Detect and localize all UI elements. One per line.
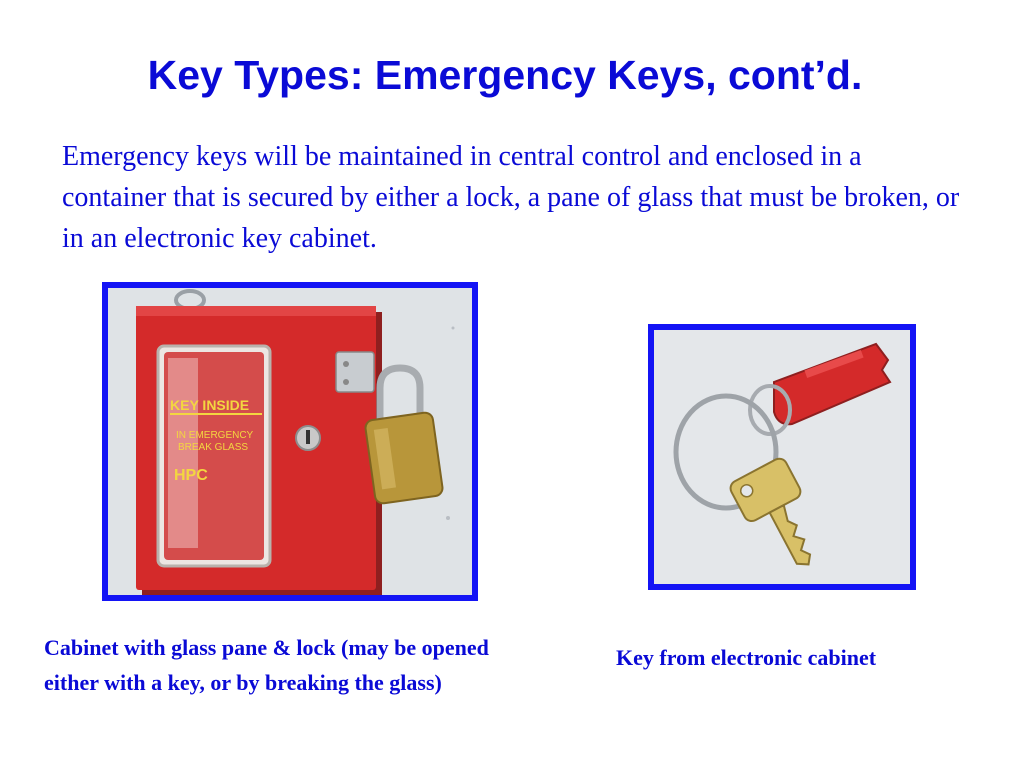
sign-brand-logo: HPC	[174, 467, 208, 484]
sign-key-inside: KEY INSIDE	[170, 397, 250, 413]
sign-in-emergency: IN EMERGENCY	[176, 430, 254, 441]
photo-key-cabinet	[102, 282, 478, 601]
caption-electronic-key: Key from electronic cabinet	[616, 645, 877, 670]
key-cabinet-image	[108, 288, 472, 595]
caption-key-cabinet: Cabinet with glass pane & lock (may be opened either with a key, or by breaking the glass)	[44, 635, 489, 695]
photo-electronic-key	[648, 324, 916, 590]
sign-break-glass: BREAK GLASS	[178, 442, 249, 453]
slide-title: Key Types: Emergency Keys, cont’d.	[147, 52, 863, 98]
electronic-key-image	[654, 330, 910, 584]
slide-body-text: Emergency keys will be maintained in central control and enclosed in a container that is secured by either a lock, a pane of glass that must be broken, or in an electronic key cabinet.	[62, 141, 960, 254]
